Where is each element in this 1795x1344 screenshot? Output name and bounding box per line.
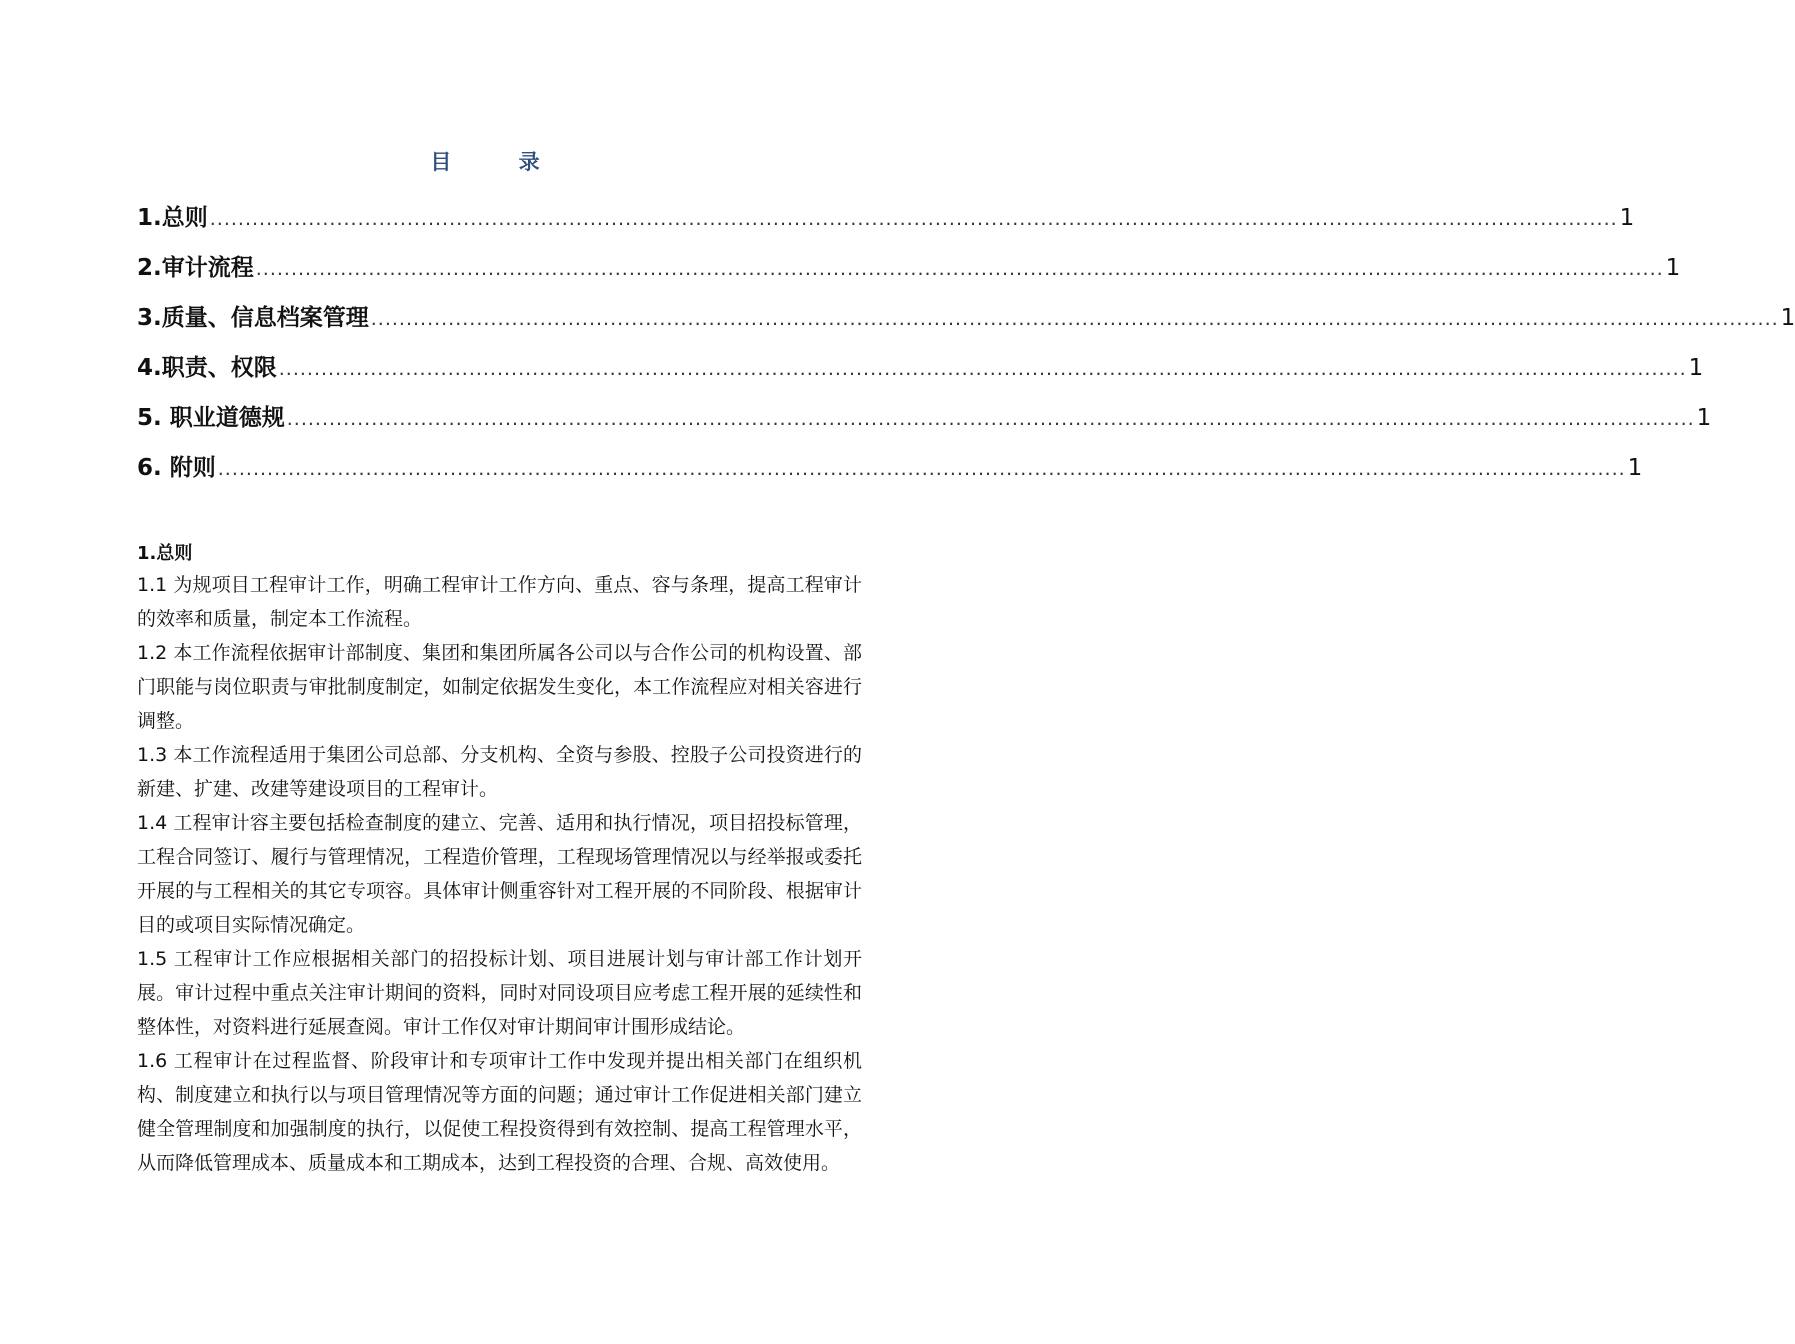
toc-entry-label: 4.职责、权限 <box>137 355 277 381</box>
table-of-contents <box>137 196 1795 496</box>
toc-entry-page: 1 <box>1688 355 1704 381</box>
paragraph: 1.2 本工作流程依据审计部制度、集团和集团所属各公司以与合作公司的机构设置、部门职能与岗位职责与审批制度制定，如制定依据发生变化，本工作流程应对相关容进行调整。 <box>137 642 862 732</box>
toc-entry[interactable] <box>137 196 1635 246</box>
toc-entry-label: 5. 职业道德规 <box>137 405 285 431</box>
paragraph: 1.5 工程审计工作应根据相关部门的招投标计划、项目进展计划与审计部工作计划开展。审计过程中重点关注审计期间的资料，同时对同设项目应考虑工程开展的延续性和整体性，对资料进行延展查阅。审计工作仅对审计期间审计围形成结论。 <box>137 948 862 1038</box>
toc-entry[interactable] <box>137 346 1704 396</box>
toc-entry-label: 3.质量、信息档案管理 <box>137 305 369 331</box>
paragraph: 1.3 本工作流程适用于集团公司总部、分支机构、全资与参股、控股子公司投资进行的新建、扩建、改建等建设项目的工程审计。 <box>137 744 862 800</box>
paragraph: 1.6 工程审计在过程监督、阶段审计和专项审计工作中发现并提出相关部门在组织机构、制度建立和执行以与项目管理情况等方面的问题；通过审计工作促进相关部门建立健全管理制度和加强制度的执行，以促使工程投资得到有效控制、提高工程管理水平，从而降低管理成本、质量成本和工期成本，达到工程投资的合理、合规、高效使用。 <box>137 1050 862 1174</box>
toc-entry-page: 1 <box>1780 305 1795 331</box>
paragraph: 1.1 为规项目工程审计工作，明确工程审计工作方向、重点、容与条理，提高工程审计的效率和质量，制定本工作流程。 <box>137 574 862 630</box>
toc-entry[interactable] <box>137 296 1795 346</box>
toc-entry-page: 1 <box>1696 405 1712 431</box>
toc-entry-label: 1.总则 <box>137 205 208 231</box>
toc-entry[interactable] <box>137 446 1643 496</box>
section-heading: 1.总则 <box>137 543 193 564</box>
paragraph: 1.4 工程审计容主要包括检查制度的建立、完善、适用和执行情况，项目招投标管理，工程合同签订、履行与管理情况，工程造价管理，工程现场管理情况以与经举报或委托开展的与工程相关的其它专项容。具体审计侧重容针对工程开展的不同阶段、根据审计目的或项目实际情况确定。 <box>137 812 862 936</box>
toc-leader-dots: ........................................................................................................................................................................................................ <box>286 408 1695 430</box>
toc-entry-page: 1 <box>1627 455 1643 481</box>
toc-leader-dots: ........................................................................................................................................................................................................ <box>370 308 1779 330</box>
toc-leader-dots: ........................................................................................................................................................................................................ <box>209 208 1618 230</box>
toc-leader-dots: ........................................................................................................................................................................................................ <box>278 358 1687 380</box>
toc-entry[interactable] <box>137 246 1681 296</box>
toc-entry-label: 2.审计流程 <box>137 255 254 281</box>
toc-entry-label: 6. 附则 <box>137 455 216 481</box>
toc-leader-dots: ........................................................................................................................................................................................................ <box>217 458 1626 480</box>
toc-entry[interactable] <box>137 396 1712 446</box>
toc-entry-page: 1 <box>1665 255 1681 281</box>
section-general <box>137 540 862 1180</box>
toc-leader-dots: ........................................................................................................................................................................................................ <box>255 258 1664 280</box>
toc-entry-page: 1 <box>1619 205 1635 231</box>
toc-title: 目 录 <box>430 150 570 174</box>
